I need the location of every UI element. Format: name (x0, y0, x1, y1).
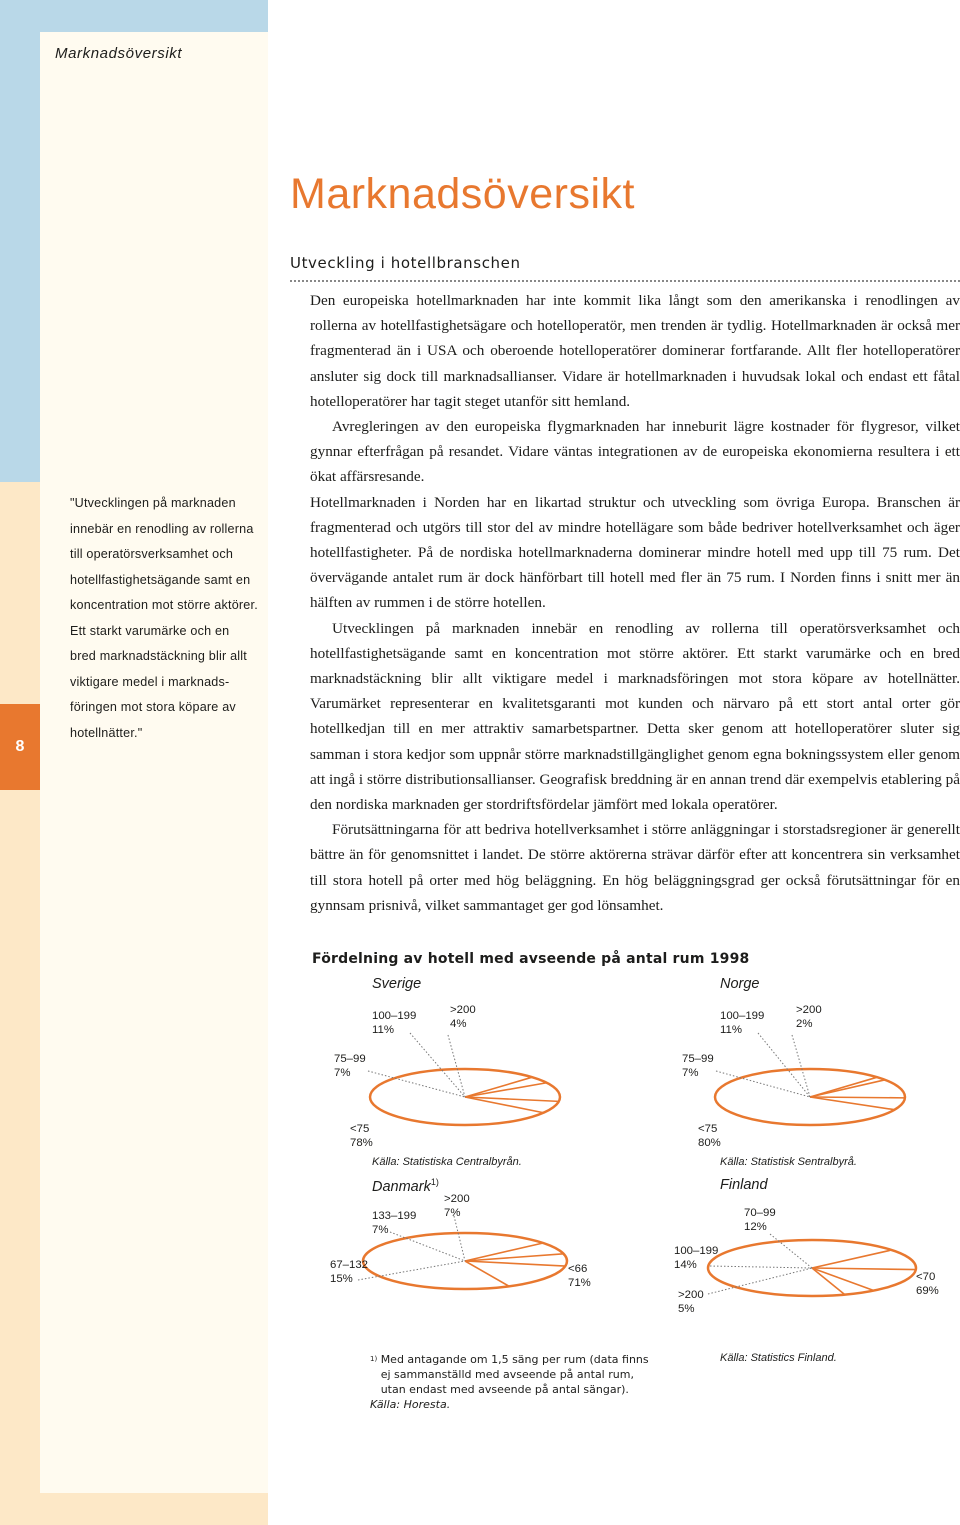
footnote (370, 1352, 649, 1412)
body-paragraph: Den europeiska hotellmarknaden har inte kommit lika långt som den amerikanska i renodlingen av rollerna av hotellfastighetsägare och hotelloperatör, men trenden är tydlig. Hotellmarknaden är också mer fragmenterad än i USA och oberoende hotelloperatörer dominerar fortfarande. Allt fler hotelloperatörer ansluter sig dock till marknadsallianser. Vidare är hotellmarknaden i huvudsak lokal och endast ett fåtal hotelloperatörer har tagit steget utanför sitt hemland. (310, 292, 960, 410)
label-leader (792, 1035, 810, 1097)
chart-source: Källa: Statistics Finland. (720, 1352, 837, 1364)
slice-label: >200 5% (678, 1289, 704, 1315)
page-title: Marknadsöversikt (290, 170, 635, 218)
footnote-source: Källa: Horesta. (370, 1398, 451, 1411)
page-number-tab (0, 704, 40, 790)
decor-band-top (0, 0, 268, 32)
pie-slice-divider (810, 1080, 885, 1097)
footnote-line: utan endast med avseende på antal sängar). (380, 1383, 629, 1396)
decor-band-left-cream (0, 482, 40, 1525)
pie-slice-divider (812, 1250, 892, 1268)
pie-chart-sverige (330, 975, 630, 1175)
section-heading: Utveckling i hotellbranschen (290, 254, 521, 272)
label-leader (716, 1071, 810, 1097)
footnote-line: ej sammanställd med avseende på antal rum, (380, 1368, 634, 1381)
slice-label: >200 2% (796, 1004, 822, 1030)
label-leader (758, 1033, 810, 1097)
slice-label: 70–99 12% (744, 1207, 776, 1233)
chart-source: Källa: Statistisk Sentralbyrå. (720, 1156, 857, 1168)
pie-slice-divider (812, 1268, 874, 1291)
pullquote-line: hotellnätter." (70, 725, 143, 740)
slice-label: 100–199 11% (720, 1010, 765, 1036)
slice-label: 75–99 7% (334, 1053, 366, 1079)
label-leader (454, 1216, 465, 1261)
slice-label: 75–99 7% (682, 1053, 714, 1079)
body-paragraph: Avregleringen av den europeiska flygmarknaden har inneburit lägre kostnader för flygresor, vilket gynnar efterfrågan på resandet. Vidare väntas integrationen av de europeiska ekonomierna resultera i ett ökat affärsresande. (310, 418, 960, 486)
footnote-line: Med antagande om 1,5 säng per rum (data finns (380, 1353, 649, 1366)
chart-title: Finland (720, 1177, 768, 1193)
slice-label: 133–199 7% (372, 1210, 417, 1236)
pullquote-line: till operatörsverksamhet och (70, 547, 234, 561)
slice-label: >200 7% (444, 1193, 470, 1219)
running-head: Marknadsöversikt (55, 45, 183, 62)
body-paragraph: Förutsättningarna för att bedriva hotellverksamhet i större anläggningar i storstadsregioner är generellt bättre än för genomsnittet i landet. De större aktörerna strävar därför efter att koncentrera sin verksamhet till stora hotell på orter med hög beläggning. En hög beläggningsgrad ger också förutsättningar för en gynnsam prisnivå, vilket sammantaget ger god lönsamhet. (310, 821, 960, 914)
page-number: 8 (15, 738, 25, 755)
slice-label: 100–199 14% (674, 1245, 719, 1271)
pullquote-line: bred marknadstäckning blir allt (70, 649, 247, 663)
chart-title: Sverige (372, 976, 422, 992)
chart-title: Danmark$^{1)}$ (372, 1177, 439, 1195)
body-text (310, 288, 960, 918)
pie-slice-divider (812, 1268, 916, 1270)
pie-slice-divider (465, 1261, 509, 1286)
slice-label: <75 78% (350, 1123, 373, 1149)
body-paragraph: Hotellmarknaden i Norden har en likartad struktur och utveckling som övriga Europa. Branschen är fragmenterad och utgörs till stor del av mindre hotellägare som både bedriver hotellverksamhet och äger hotellfastigheter. På de nordiska hotellmarknaderna dominerar mindre hotell med upp till 75 rum. Det övervägande antalet rum är dock hänförbart till hotell med fler än 75 rum. I Norden finns i snitt mer än hälften av rummen i de större hotellen. (310, 493, 960, 612)
slice-label: >200 4% (450, 1004, 476, 1030)
pullquote-line: föringen mot stora köpare av (70, 700, 236, 714)
pie-chart-norge (678, 975, 960, 1175)
decor-band-left-blue (0, 0, 40, 482)
slice-label: <75 80% (698, 1123, 721, 1149)
slice-label: <70 69% (916, 1271, 939, 1297)
slice-label: <66 71% (568, 1263, 591, 1289)
pullquote-line: hotellfastighetsägande samt en (70, 572, 251, 587)
label-leader (410, 1033, 465, 1097)
label-leader (358, 1261, 465, 1280)
pie-slice-divider (812, 1268, 845, 1295)
pie-chart-finland (672, 1176, 960, 1348)
sidebar-panel (40, 32, 268, 1493)
dotted-divider (290, 280, 960, 282)
pie-slice-divider (465, 1261, 565, 1266)
pie-chart-svg (330, 975, 630, 1175)
pullquote-line: "Utvecklingen på marknaden (70, 496, 236, 510)
pullquote-line: koncentration mot större aktörer. (70, 598, 258, 612)
chart-title: Norge (720, 976, 760, 992)
pullquote-line: viktigare medel i marknads- (70, 674, 230, 689)
decor-band-bottom (0, 1493, 268, 1525)
figure-title: Fördelning av hotell med avseende på antal rum 1998 (312, 951, 750, 967)
pullquote (70, 491, 266, 746)
body-paragraph: Utvecklingen på marknaden innebär en renodling av rollerna till operatörsverksamhet och hotellfastighetsägande samt en koncentration mot större aktörer. Ett starkt varumärke och en bred marknadstäckning blir allt viktigare medel i marknadsföringen mot stora köpare av hotellnätter. Varumärket representerar en kvalitetsgaranti mot kunden och närvaro på ett stort antal orter gör hotellkedjan till en mer attraktiv samarbetspartner. Detta sker genom att hotelloperatörer sluter sig samman i stora kedjor som uppnår större marknadstillgänglighet genom egna bokningssystem eller genom att ingå i större distributionsallianser. Geografisk breddning är en annan trend där exempelvis etablering på den nordiska marknaden ger stordriftsfördelar jämfört med lokala operatörer. (310, 619, 960, 814)
label-leader (708, 1268, 812, 1294)
label-leader (448, 1035, 465, 1097)
pullquote-line: Ett starkt varumärke och en (70, 623, 230, 638)
slice-label: 67–132 15% (330, 1259, 369, 1285)
slice-label: 100–199 11% (372, 1010, 417, 1036)
footnote-marker: 1) (370, 1355, 378, 1363)
pie-slice-divider (810, 1097, 905, 1098)
chart-source: Källa: Statistiska Centralbyrån. (372, 1156, 522, 1168)
pie-slice-divider (810, 1097, 895, 1110)
pullquote-line: innebär en renodling av rollerna (70, 521, 254, 536)
label-leader (710, 1266, 812, 1268)
pie-chart-danmark (330, 1176, 630, 1348)
